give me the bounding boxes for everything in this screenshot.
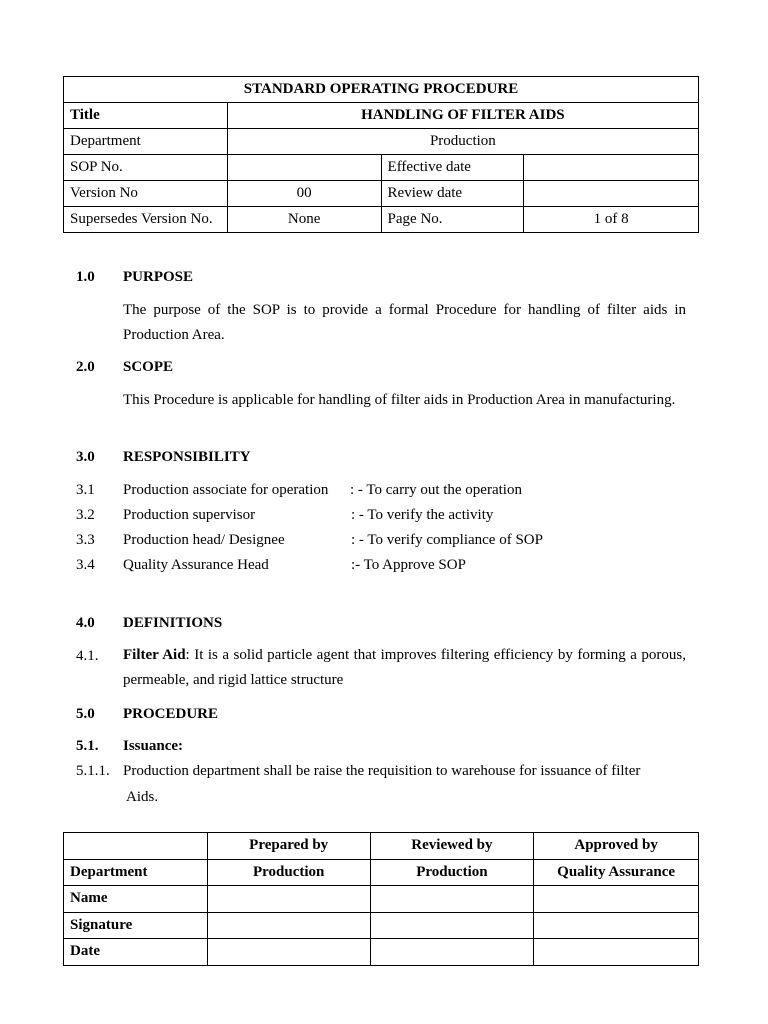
issuance-number: 5.1. xyxy=(76,738,99,754)
responsibility-item-duty: :- To Approve SOP xyxy=(351,557,466,573)
title-value: HANDLING OF FILTER AIDS xyxy=(227,103,698,129)
responsibility-item-duty: : - To verify the activity xyxy=(351,507,494,523)
effective-date-label: Effective date xyxy=(381,155,524,181)
purpose-number: 1.0 xyxy=(76,269,95,285)
header-row-version xyxy=(64,181,699,207)
prepared-date-cell xyxy=(207,939,370,966)
approval-table xyxy=(63,832,699,966)
responsibility-item-role: Quality Assurance Head xyxy=(123,557,269,573)
prepared-department: Production xyxy=(207,859,370,886)
procedure-step-line-2: Aids. xyxy=(126,789,159,805)
responsibility-item-number: 3.3 xyxy=(76,532,95,548)
page-no-value: 1 of 8 xyxy=(524,207,699,233)
header-row-department xyxy=(64,129,699,155)
date-row-label: Date xyxy=(64,939,208,966)
definition-item xyxy=(123,643,686,693)
scope-number: 2.0 xyxy=(76,359,95,375)
header-row-sop-no xyxy=(64,155,699,181)
prepared-by-header: Prepared by xyxy=(207,833,370,860)
review-date-value xyxy=(524,181,699,207)
reviewed-date-cell xyxy=(370,939,534,966)
approved-name-cell xyxy=(534,886,699,913)
definitions-heading: DEFINITIONS xyxy=(123,615,223,631)
purpose-heading: PURPOSE xyxy=(123,269,194,285)
responsibility-number: 3.0 xyxy=(76,449,95,465)
purpose-text: The purpose of the SOP is to provide a formal Procedure for handling of filter aids in Production Area. xyxy=(123,302,686,343)
approval-date-row xyxy=(64,939,699,966)
version-label: Version No xyxy=(64,181,228,207)
scope-heading: SCOPE xyxy=(123,359,174,375)
responsibility-item-role: Production associate for operation xyxy=(123,482,329,498)
approved-signature-cell xyxy=(534,912,699,939)
page-no-label: Page No. xyxy=(381,207,524,233)
prepared-signature-cell xyxy=(207,912,370,939)
procedure-step-line-1: Production department shall be raise the requisition to warehouse for issuance of filter xyxy=(123,763,641,779)
procedure-heading: PROCEDURE xyxy=(123,706,219,722)
issuance-heading: Issuance: xyxy=(123,738,184,754)
approved-department: Quality Assurance xyxy=(534,859,699,886)
sop-no-label: SOP No. xyxy=(64,155,228,181)
sop-header-table xyxy=(63,76,699,233)
effective-date-value xyxy=(524,155,699,181)
prepared-name-cell xyxy=(207,886,370,913)
approval-department-row xyxy=(64,859,699,886)
supersedes-label: Supersedes Version No. xyxy=(64,207,228,233)
approval-signature-row xyxy=(64,912,699,939)
reviewed-signature-cell xyxy=(370,912,534,939)
doc-type: STANDARD OPERATING PROCEDURE xyxy=(64,77,699,103)
responsibility-item-duty: : - To carry out the operation xyxy=(350,482,522,498)
procedure-step-number: 5.1.1. xyxy=(76,763,110,779)
approved-date-cell xyxy=(534,939,699,966)
header-row-supersedes xyxy=(64,207,699,233)
header-row-title xyxy=(64,103,699,129)
responsibility-item-role: Production supervisor xyxy=(123,507,256,523)
supersedes-value: None xyxy=(227,207,381,233)
name-row-label: Name xyxy=(64,886,208,913)
approved-by-header: Approved by xyxy=(534,833,699,860)
review-date-label: Review date xyxy=(381,181,524,207)
approval-header-row xyxy=(64,833,699,860)
department-row-label: Department xyxy=(64,859,208,886)
responsibility-item-number: 3.2 xyxy=(76,507,95,523)
department-value: Production xyxy=(227,129,698,155)
responsibility-item-duty: : - To verify compliance of SOP xyxy=(351,532,543,548)
definition-term: Filter Aid xyxy=(123,647,186,663)
responsibility-item-role: Production head/ Designee xyxy=(123,532,285,548)
reviewed-department: Production xyxy=(370,859,534,886)
responsibility-item-number: 3.4 xyxy=(76,557,95,573)
signature-row-label: Signature xyxy=(64,912,208,939)
procedure-number: 5.0 xyxy=(76,706,95,722)
reviewed-by-header: Reviewed by xyxy=(370,833,534,860)
definitions-number: 4.0 xyxy=(76,615,95,631)
approval-corner-cell xyxy=(64,833,208,860)
approval-name-row xyxy=(64,886,699,913)
responsibility-heading: RESPONSIBILITY xyxy=(123,449,251,465)
definition-item-number: 4.1. xyxy=(76,648,99,664)
header-row-doc-type xyxy=(64,77,699,103)
title-label: Title xyxy=(64,103,228,129)
responsibility-item-number: 3.1 xyxy=(76,482,95,498)
definition-text: : It is a solid particle agent that improves filtering efficiency by forming a porous, permeable, and rigid lattice structure xyxy=(123,647,686,688)
sop-no-value xyxy=(227,155,381,181)
reviewed-name-cell xyxy=(370,886,534,913)
version-value: 00 xyxy=(227,181,381,207)
scope-text: This Procedure is applicable for handling of filter aids in Production Area in manufacturing. xyxy=(123,392,676,408)
department-label: Department xyxy=(64,129,228,155)
